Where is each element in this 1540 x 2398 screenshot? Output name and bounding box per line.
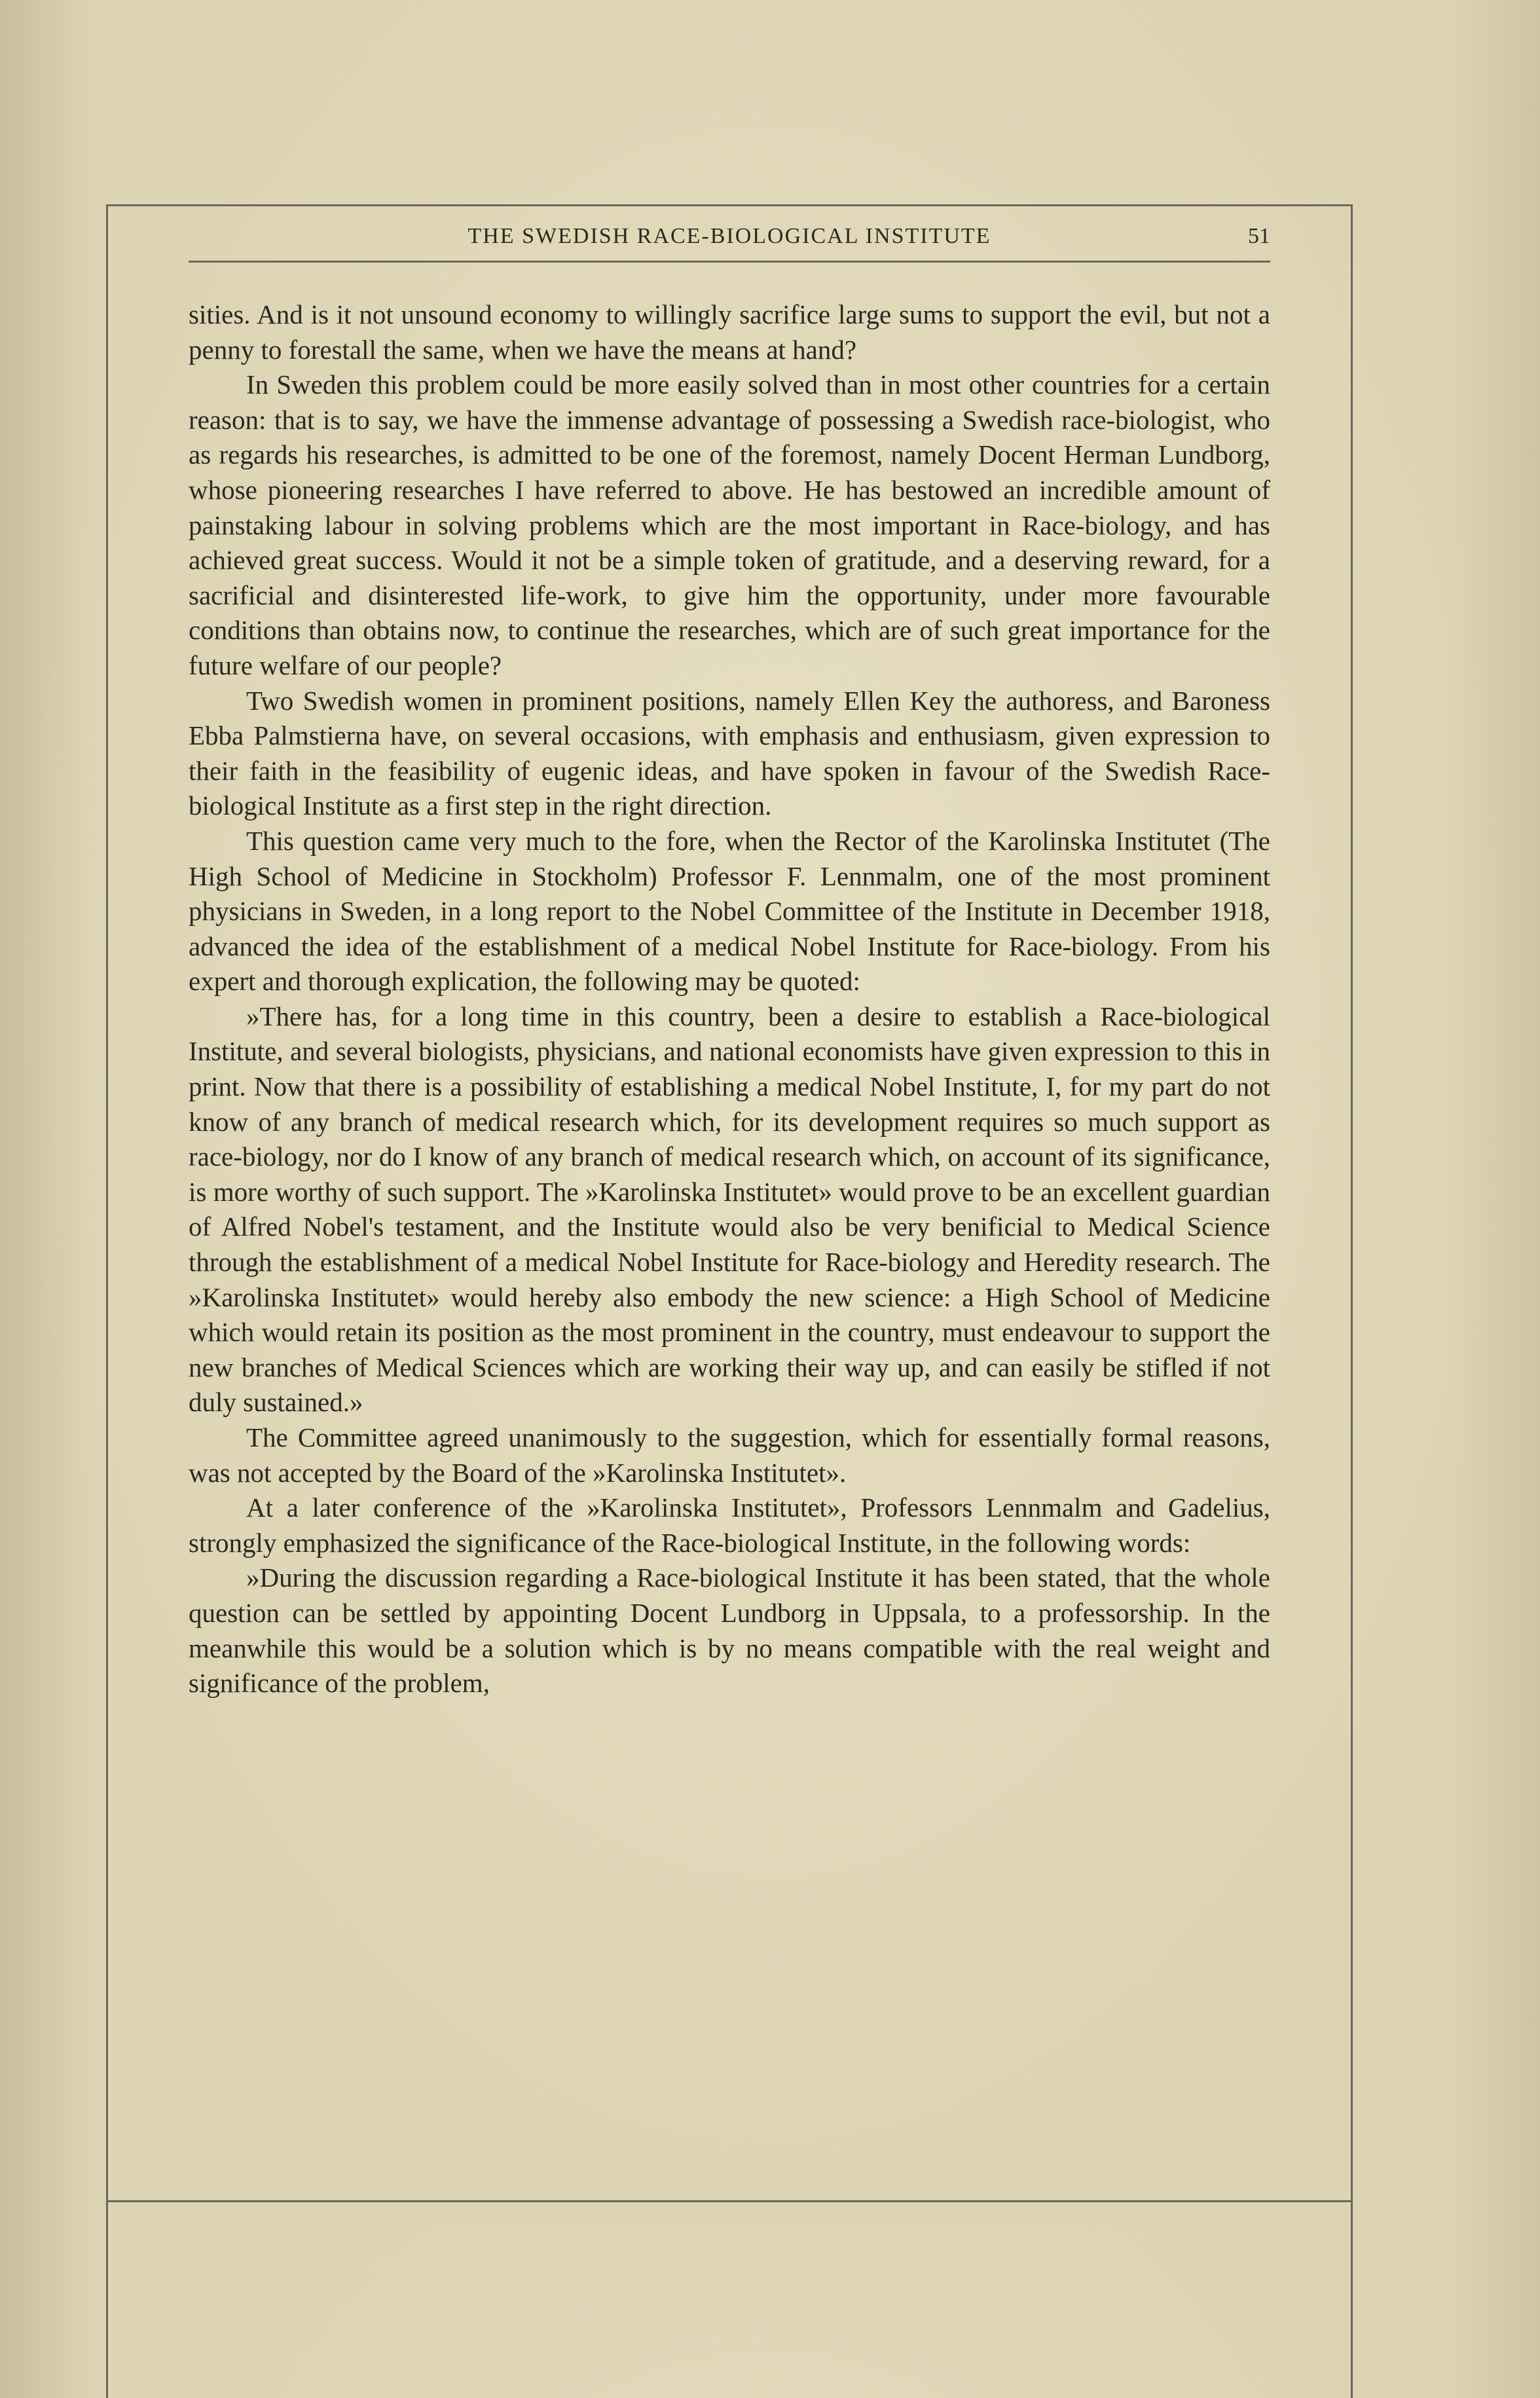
page-number: 51 [1248, 224, 1270, 248]
paragraph: This question came very much to the fore, when the Rector of the Karolinska Institutet (The High School of Medicine in Stockholm) Professor F. Lennmalm, one of the most prominent physicians in Sweden, in a long report to the Nobel Committee of the Institute in December 1918, advanced the idea of the establishment of a medical Nobel Institute for Race-biology. From his expert and thorough explication, the following may be quoted: [189, 825, 1270, 997]
paragraph: In Sweden this problem could be more easily solved than in most other countries for a certain reason: that is to say, we have the immense advantage of possessing a Swedish race-biologist, who as regards his researches, is admitted to be one of the foremost, namely Docent Herman Lundborg, whose pioneering researches I have referred to above. He has bestowed an incredible amount of painstaking labour in solving problems which are the most important in Race-biology, and has achieved great success. Would it not be a simple token of gratitude, and a deserving reward, for a sacrificial and disinterested life-work, to give him the opportunity, under more favourable conditions than obtains now, to continue the researches, which are of such great importance for the future welfare of our people? [189, 369, 1270, 680]
frame-right-rule [1351, 204, 1353, 2398]
quoted-paragraph: »There has, for a long time in this country, been a desire to establish a Race-biological Institute, and several biologists, physicians, and national economists have given expression to this in print. Now that there is a possibility of establishing a medical Nobel Institute, I, for my part do not know of any branch of medical research which, for its development requires so much support as race-biology, nor do I know of any branch of medical research which, on account of its significance, is more worthy of such support. The »Karolinska Institutet» would prove to be an excellent guardian of Alfred Nobel's testament, and the Institute would also be very benificial to Medical Science through the establishment of a medical Nobel Institute for Race-biology and Heredity research. The »Karolinska Institutet» would hereby also embody the new science: a High School of Medicine which would retain its position as the most prominent in the country, must endeavour to support the new branches of Medical Sciences which are working their way up, and can easily be stifled if not duly sustained.» [189, 1001, 1270, 1418]
frame-bottom-rule [106, 2200, 1353, 2202]
running-title: THE SWEDISH RACE-BIOLOGICAL INSTITUTE [468, 224, 991, 248]
paragraph: At a later conference of the »Karolinska Institutet», Professors Lennmalm and Gadelius, strongly emphasized the significance of the Race-biological Institute, in the following words: [189, 1492, 1270, 1558]
paragraph: The Committee agreed unanimously to the suggestion, which for essentially formal reasons, was not accepted by the Board of the »Karolinska Institutet». [189, 1422, 1270, 1488]
running-head [189, 223, 1270, 262]
paragraph: sities. And is it not unsound economy to willingly sacrifice large sums to support the evil, but not a penny to forestall the same, when we have the means at hand? [189, 299, 1270, 365]
frame-left-rule [106, 204, 108, 2398]
header-rule [189, 261, 1270, 263]
quoted-paragraph: »During the discussion regarding a Race-biological Institute it has been stated, that the whole question can be settled by appointing Docent Lundborg in Uppsala, to a professorship. In the meanwhile this would be a solution which is by no means compatible with the real weight and significance of the problem, [189, 1562, 1270, 1699]
paragraph: Two Swedish women in prominent positions, namely Ellen Key the authoress, and Baroness Ebba Palmstierna have, on several occasions, with emphasis and enthusiasm, given expression to their faith in the feasibility of eugenic ideas, and have spoken in favour of the Swedish Race-biological Institute as a first step in the right direction. [189, 685, 1270, 821]
body-text [189, 297, 1270, 1701]
frame-top-rule [106, 204, 1353, 206]
